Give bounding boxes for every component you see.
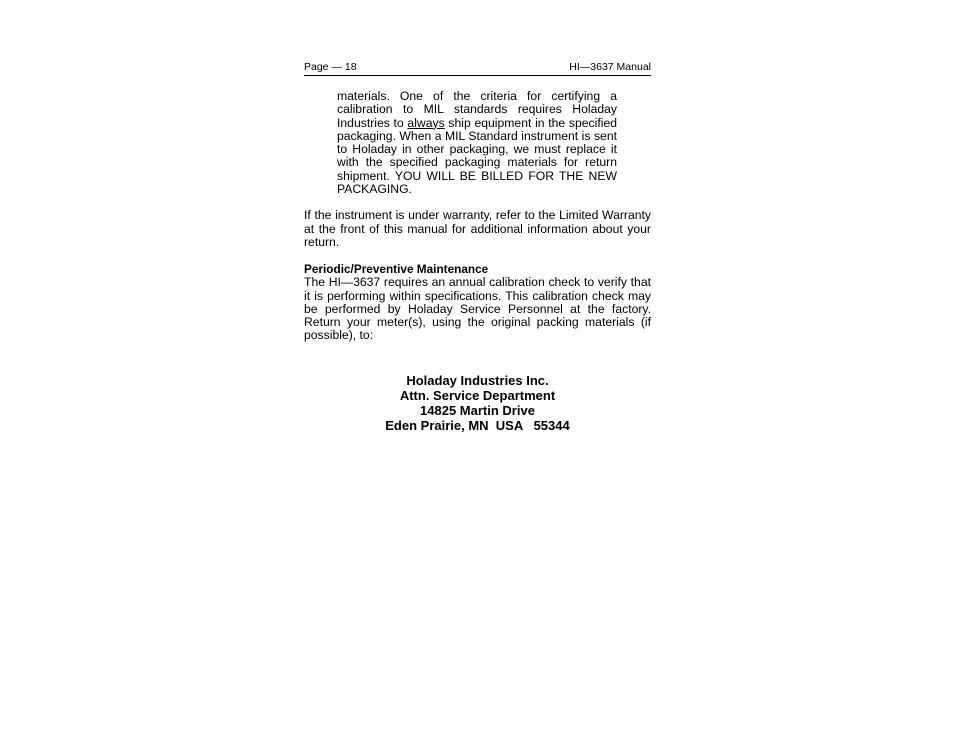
warranty-paragraph: If the instrument is under warranty, refer to the Limited Warranty at the front of this manual for additional information about your return. bbox=[304, 208, 651, 249]
address-attention: Attn. Service Department bbox=[399, 387, 556, 403]
page-number: Page — 18 bbox=[304, 61, 357, 73]
packaging-paragraph bbox=[337, 90, 617, 196]
address-street: 14825 Martin Drive bbox=[420, 402, 535, 418]
maintenance-heading: Periodic/Preventive Maintenance bbox=[304, 262, 489, 277]
manual-title: HI—3637 Manual bbox=[569, 61, 651, 73]
manual-page bbox=[304, 60, 651, 433]
service-address bbox=[304, 373, 651, 433]
address-city: Eden Prairie, MN USA 55344 bbox=[385, 417, 570, 433]
page-header bbox=[304, 60, 651, 76]
maintenance-paragraph: The HI—3637 requires an annual calibration check to verify that it is performing within specifications. This calibration check may be performed by Holaday Service Personnel at the factory. Return your meter(s), using the original packing materials (if possible), to: bbox=[304, 275, 651, 343]
always-emphasis: always bbox=[407, 115, 445, 130]
packaging-text-start: materials. One of the criteria for certifying a calibration to MIL standards requires Holaday Industries to bbox=[337, 89, 617, 130]
address-company: Holaday Industries Inc. bbox=[406, 372, 549, 388]
packaging-text-end: ship equipment in the specified packaging. When a MIL Standard instrument is sent to Holaday in other packaging, we must replace it with the specified packaging materials for return shipment. YOU WILL BE BILLED FOR THE NEW PACKAGING. bbox=[337, 115, 618, 197]
